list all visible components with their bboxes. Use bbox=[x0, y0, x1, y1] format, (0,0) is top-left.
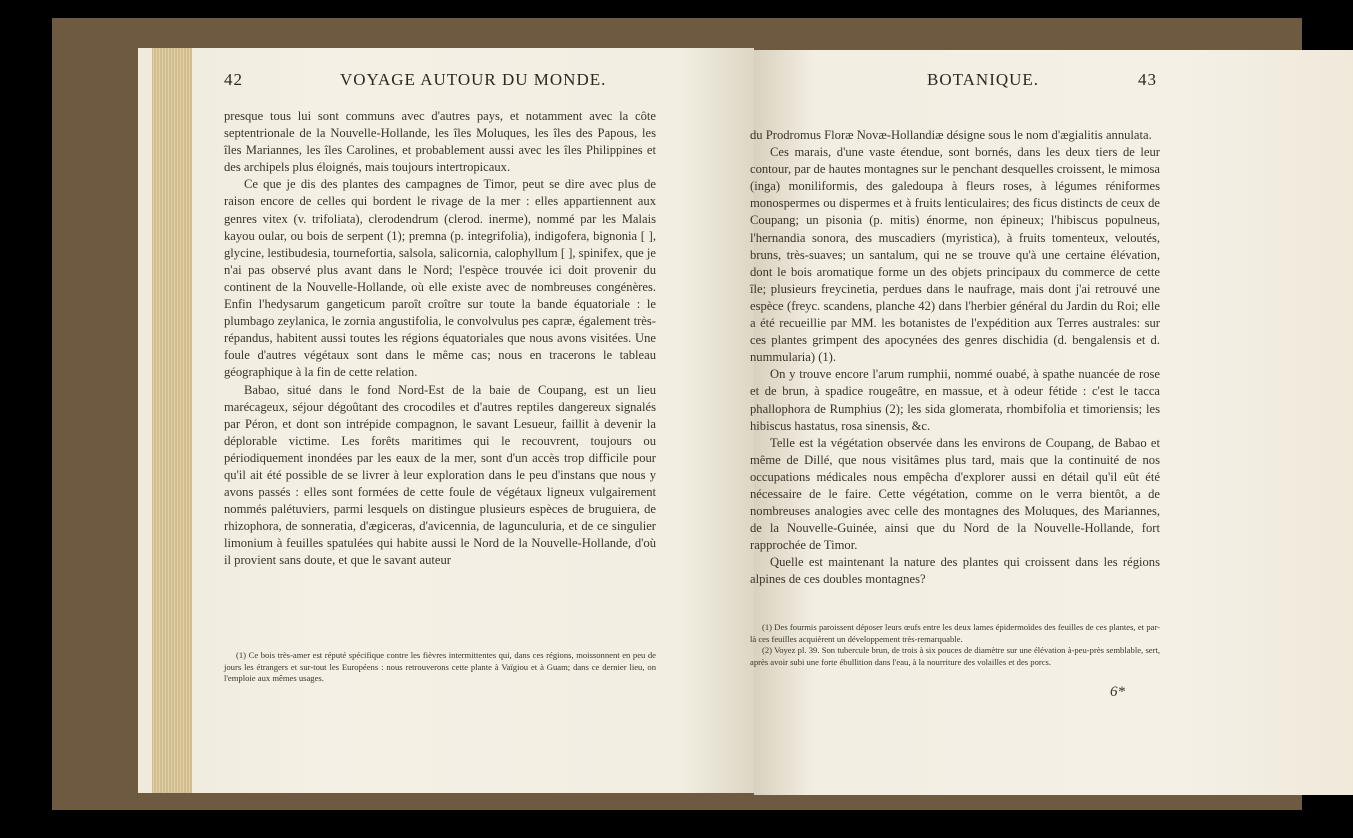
right-paragraph: Ces marais, d'une vaste étendue, sont bornés, dans les deux tiers de leur contour, par de hautes montagnes sur le penchant desquelles croissent, le mimosa (inga) moniliformis, des galedoupa à fleurs roses, à légumes réniformes monospermes ou dispermes et à fruits lenticulaires; des ficus distincts de ceux de Coupang; un pisonia (p. mitis) énorme, non épineux; l'hibiscus populneus, l'hernandia sonora, des muscadiers (myristica), à fruits tomenteux, veloutés, bruns, très-suaves; un santalum, qui ne se trouve qu'à une certaine élévation, dont le bois aromatique forme un des objets principaux du commerce de cette île; plusieurs freycinetia, perdues dans le naufrage, mais dont j'ai retrouvé une espèce (freyc. scandens, planche 42) dans l'herbier général du Jardin du Roi; elle a été recueillie par MM. les botanistes de l'expédition aux Terres australes: sur ces plantes grimpent des apocynées des genres dischidia (d. bengalensis et d. nummularia) (1). bbox=[750, 145, 1160, 365]
signature-mark: 6* bbox=[1110, 684, 1125, 700]
right-paragraph: Quelle est maintenant la nature des plantes qui croissent dans les régions alpines de ces doubles montagnes? bbox=[750, 555, 1160, 587]
right-body bbox=[750, 127, 1160, 589]
left-paragraph: Babao, situé dans le fond Nord-Est de la baie de Coupang, est un lieu marécageux, séjour dégoûtant des crocodiles et d'autres reptiles dangereux signalés par Péron, et dont son intrépide compagnon, le savant Lesueur, faillit à devenir la déplorable victime. Les forêts maritimes qui le recouvrent, toujours ou périodiquement inondées par les eaux de la mer, sont d'un accès trop difficile pour qu'il ait été possible de se livrer à leur exploration dans le peu d'instans que nous y avons passés : elles sont formées de cette foule de végétaux ligneux vulgairement nommés palétuviers, parmi lesquels on distingue plusieurs espèces de bruguiera, de rhizophora, de sonneratia, d'ægiceras, d'avicennia, de lagunculuria, et de ce singulier limonium à feuilles spatulées qui habite aussi le Nord de la Nouvelle-Hollande, d'où il provient sans doute, et que le savant auteur bbox=[224, 382, 656, 568]
left-footnotes bbox=[224, 650, 656, 685]
right-footnotes bbox=[750, 622, 1160, 668]
left-body bbox=[224, 108, 656, 570]
left-page-number: 42 bbox=[224, 70, 243, 89]
right-footnote: (2) Voyez pl. 39. Son tubercule brun, de trois à six pouces de diamètre sur une élévation à-peu-près semblable, sert, après avoir subi une forte ébullition dans l'eau, à la nourriture des volailles et des porcs. bbox=[750, 645, 1160, 667]
left-paragraph: Ce que je dis des plantes des campagnes de Timor, peut se dire avec plus de raison encore de celles qui bordent le rivage de la mer : elles appartiennent aux genres vitex (v. trifoliata), clerodendrum (clerod. inerme), nommé par les Malais kayou oular, ou bois de serpent (1); premna (p. integrifolia), indigofera, bignonia [ ], glycine, lestibudesia, tournefortia, salsola, salicornia, calophyllum [ ], spinifex, que je n'ai pas observé plus avant dans le Nord; l'espèce trouvée ici doit provenir du continent de la Nouvelle-Hollande, où elle existe avec de nombreuses congénères. Enfin l'hedysarum gangeticum paroît croître sur toute la bande équatoriale : le plumbago zeylanica, le zornia angustifolia, le convolvulus pes capræ, également très-répandus, habitent aussi toutes les régions équatoriales que nous avons visitées. Une foule d'autres végétaux sont dans le même cas; nous en tracerons le tableau géographique à la fin de cette relation. bbox=[224, 177, 656, 380]
right-paragraph: Telle est la végétation observée dans les environs de Coupang, de Babao et même de Dillé, que nous visitâmes plus tard, mais que la continuité de nos occupations médicales nous empêcha d'explorer aussi en détail qu'il eût été nécessaire de le faire. Cette végétation, comme on le verra bientôt, a de nombreuses analogies avec celle des montagnes des Moluques, des Mariannes, de la Nouvelle-Guinée, ainsi que du Nord de la Nouvelle-Hollande, fort rapprochée de Timor. bbox=[750, 435, 1160, 553]
right-footnote: (1) Des fourmis paroissent déposer leurs œufs entre les deux lames épidermoïdes des feuilles de ces plantes, et par-là ces feuilles acquièrent un développement très-remarquable. bbox=[750, 622, 1160, 644]
left-paragraph: presque tous lui sont communs avec d'autres pays, et notamment avec la côte septentrionale de la Nouvelle-Hollande, les îles Moluques, les îles des Papous, les îles Mariannes, les îles Carolines, et probablement aussi avec les îles Philippines et des archipels plus éloignés, mais toujours intertropicaux. bbox=[224, 109, 656, 175]
right-paragraph: On y trouve encore l'arum rumphii, nommé ouabé, à spathe nuancée de rose et de brun, à spadice rougeâtre, en massue, et à odeur fétide : c'est le tacca phallophora de Rumphius (2); les sida glomerata, rhombifolia et timoriensis; les hibiscus hastatus, rosa sinensis, &c. bbox=[750, 367, 1160, 433]
page-edges bbox=[152, 48, 192, 793]
right-running-head: BOTANIQUE. bbox=[927, 70, 1040, 89]
left-running-head: VOYAGE AUTOUR DU MONDE. bbox=[340, 70, 607, 89]
left-footnote: (1) Ce bois très-amer est réputé spécifique contre les fièvres intermittentes qui, dans ces régions, moissonnent en peu de jours les étrangers et sur-tout les Européens : nous retrouverons cette plante à Vaïgiou et à Guam; dans ce dernier lieu, on l'emploie aux mêmes usages. bbox=[224, 650, 656, 684]
right-page-number: 43 bbox=[1138, 70, 1157, 89]
right-paragraph: du Prodromus Floræ Novæ-Hollandiæ désigne sous le nom d'ægialitis annulata. bbox=[750, 128, 1152, 142]
